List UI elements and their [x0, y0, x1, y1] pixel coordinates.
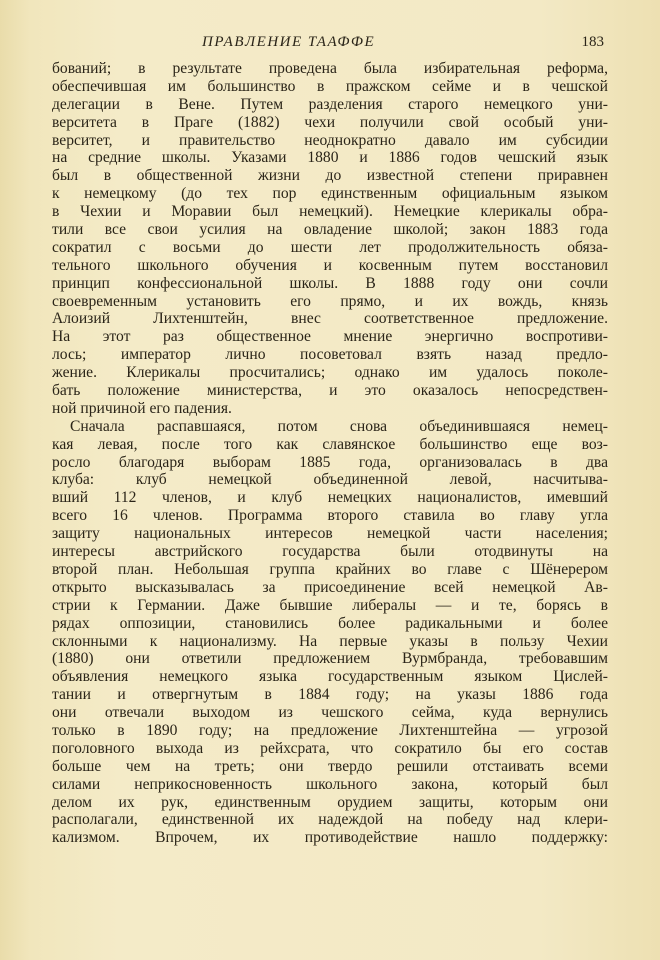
text-line: верситета в Праге (1882) чехи получили свой особый уни-	[52, 113, 608, 131]
text-line: склонными к национализму. На первые указы в пользу Чехии	[52, 632, 608, 650]
text-line: они отвечали выходом из чешского сейма, куда вернулись	[52, 704, 608, 722]
text-line: кализмом. Впрочем, их противодействие нашло поддержку:	[52, 829, 608, 847]
text-line: стрии к Германии. Даже бывшие либералы — и те, борясь в	[52, 596, 608, 614]
text-line: располагали, единственной их надеждой на победу над клери-	[52, 811, 608, 829]
text-line: принцип конфессиональной школы. В 1888 году они сочли	[52, 274, 608, 292]
text-line: бать положение министерства, и это оказалось непосредствен-	[52, 382, 608, 400]
text-line: верситет, и правительство неоднократно давало им субсидии	[52, 131, 608, 149]
page-header	[52, 34, 604, 56]
text-line: сократил с восьми до шести лет продолжительность обяза-	[52, 238, 608, 256]
text-line: поголовного выхода из рейхсрата, что сократило бы его состав	[52, 739, 608, 757]
text-line: Сначала распавшаяся, потом снова объединившаяся немец-	[70, 417, 608, 435]
text-line: (1880) они ответили предложением Вурмбранда, требовавшим	[52, 650, 608, 668]
text-line: лось; император лично посоветовал взять назад предло-	[52, 346, 608, 364]
text-line: Алоизий Лихтенштейн, внес соответственное предложение.	[52, 310, 608, 328]
text-line: вший 112 членов, и клуб немецких националистов, имевший	[52, 489, 608, 507]
text-line: интересы австрийского государства были отодвинуты на	[52, 543, 608, 561]
page-number: 183	[581, 34, 604, 50]
text-line: в Чехии и Моравии был немецкий). Немецкие клерикалы обра-	[52, 203, 608, 221]
text-line: делегации в Вене. Путем разделения старого немецкого уни-	[52, 95, 608, 113]
text-line: обеспечившая им большинство в пражском сейме и в чешской	[52, 77, 608, 95]
text-line: на средние школы. Указами 1880 и 1886 годов чешский язык	[52, 149, 608, 167]
text-line: жение. Клерикалы просчитались; однако им удалось поколе-	[52, 364, 608, 382]
text-line: кая левая, после того как славянское большинство еще воз-	[52, 435, 608, 453]
text-line: клуба: клуб немецкой объединенной левой, насчитыва-	[52, 471, 608, 489]
text-line: защиту национальных интересов немецкой части населения;	[52, 525, 608, 543]
text-line: второй план. Небольшая группа крайних во главе с Шёнерером	[52, 560, 608, 578]
text-line: силами неприкосновенность школьного закона, который был	[52, 775, 608, 793]
text-line: бований; в результате проведена была избирательная реформа,	[52, 60, 608, 77]
text-line: На этот раз общественное мнение энергично воспротиви-	[52, 328, 608, 346]
body-text	[52, 60, 608, 847]
text-line: ной причиной его падения.	[52, 399, 232, 417]
text-line: к немецкому (до тех пор единственным официальным языком	[52, 185, 608, 203]
text-line: росло благодаря выборам 1885 года, организовалась в два	[52, 453, 608, 471]
text-line: тили все свои усилия на овладение школой; закон 1883 года	[52, 221, 608, 239]
text-line: рядах оппозиции, становились более радикальными и более	[52, 614, 608, 632]
text-line: был в общественной жизни до известной степени приравнен	[52, 167, 608, 185]
text-line: своевременным установить его прямо, и их вождь, князь	[52, 292, 608, 310]
text-line: тании и отвергнутым в 1884 году; на указы 1886 года	[52, 686, 608, 704]
text-line: делом их рук, единственным орудием защиты, которым они	[52, 793, 608, 811]
text-line: тельного школьного обучения и косвенным путем восстановил	[52, 256, 608, 274]
running-title: ПРАВЛЕНИЕ ТААФФЕ	[202, 34, 376, 50]
text-line: больше чем на треть; они твердо решили отстаивать всеми	[52, 757, 608, 775]
text-line: всего 16 членов. Программа второго ставила во главу угла	[52, 507, 608, 525]
text-line: открыто высказывалась за присоединение всей немецкой Ав-	[52, 578, 608, 596]
text-line: только в 1890 году; на предложение Лихтенштейна — угрозой	[52, 721, 608, 739]
text-line: объявления немецкого языка государственным языком Цислей-	[52, 668, 608, 686]
